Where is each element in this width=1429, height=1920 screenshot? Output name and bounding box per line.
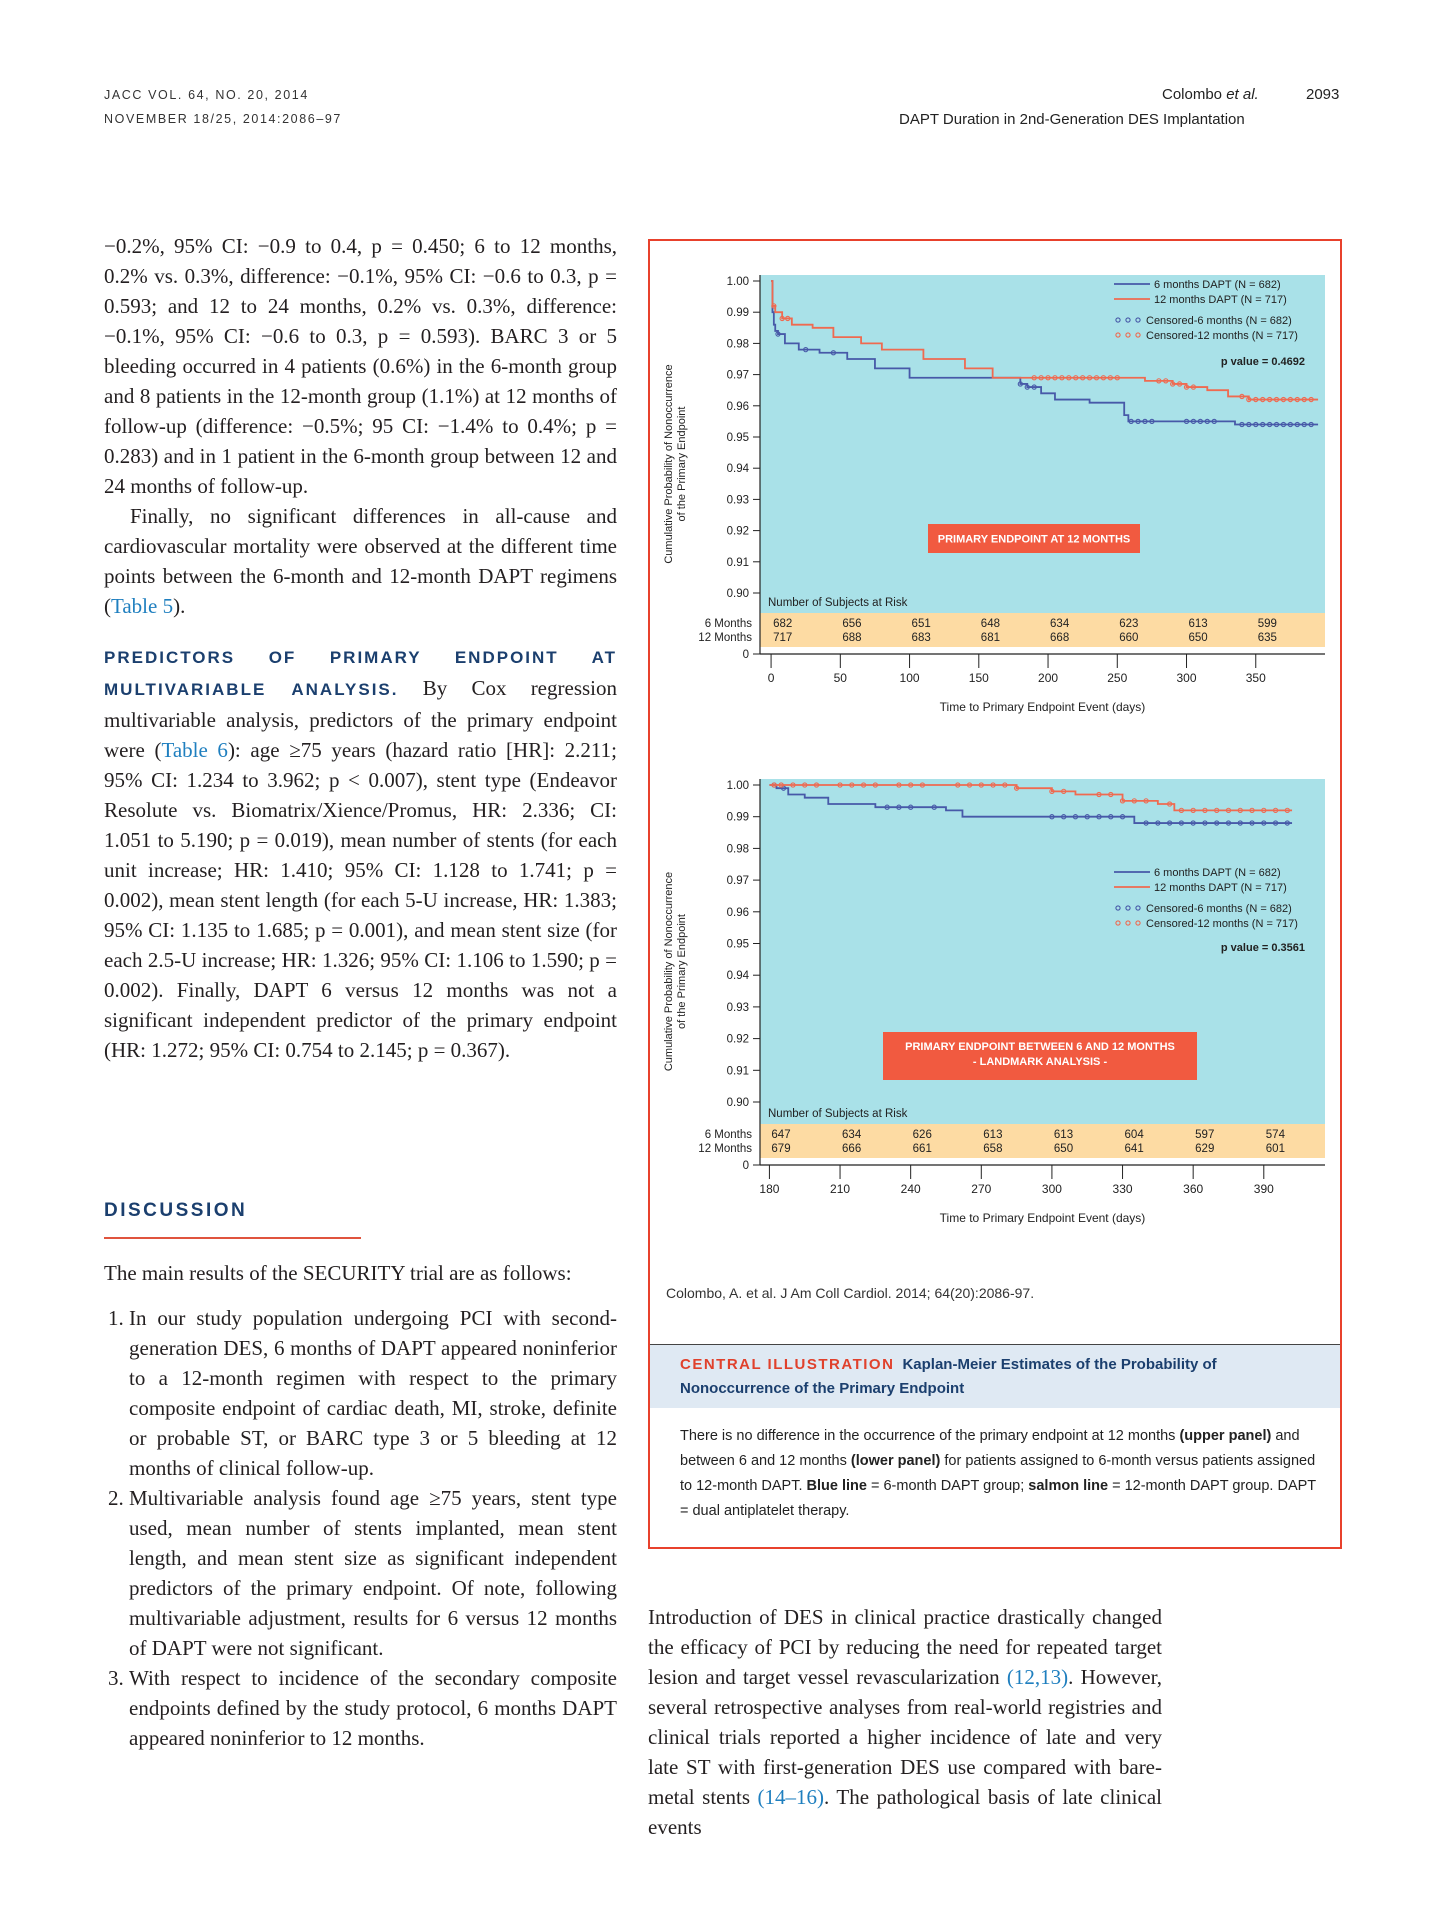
risk-count-12-months: 681 <box>980 632 1000 644</box>
reference-14-16-link[interactable]: (14–16) <box>757 1785 824 1809</box>
risk-count-6-months: 682 <box>773 618 793 630</box>
left-column <box>104 231 617 1065</box>
y-tick-label: 0.94 <box>726 463 749 476</box>
legend-label: 12 months DAPT (N = 717) <box>1154 882 1287 894</box>
y-zero-label: 0 <box>742 649 749 661</box>
risk-count-6-months: 634 <box>842 1129 862 1141</box>
x-tick-label: 240 <box>900 1182 921 1196</box>
y-tick-label: 0.91 <box>726 556 749 569</box>
list-item: 1. In our study population undergoing PCI with second-generation DES, 6 months of DAPT appeared noninferior to a 12-month regimen with respect to the primary composite endpoint of cardiac death, MI, stroke, definite or probable ST, or BARC type 3 or 5 bleeding at 12 months of clinical follow-up. <box>129 1303 617 1483</box>
risk-count-6-months: 656 <box>842 618 862 630</box>
discussion-intro: The main results of the SECURITY trial are as follows: <box>104 1261 572 1285</box>
legend-label: Censored-6 months (N = 682) <box>1146 903 1292 915</box>
discussion-heading: DISCUSSION <box>104 1200 248 1221</box>
central-illustration <box>648 239 1342 1549</box>
risk-table-title: Number of Subjects at Risk <box>768 1108 908 1120</box>
legend-label: Censored-12 months (N = 717) <box>1146 918 1298 930</box>
risk-count-12-months: 679 <box>771 1143 791 1155</box>
discussion-rule <box>104 1237 361 1239</box>
y-tick-label: 0.97 <box>726 369 749 382</box>
x-tick-label: 360 <box>1183 1182 1204 1196</box>
table-6-link[interactable]: Table 6 <box>161 738 228 762</box>
y-tick-label: 0.90 <box>726 588 749 600</box>
y-tick-label: 0.91 <box>726 1065 749 1078</box>
risk-count-12-months: 650 <box>1188 632 1208 644</box>
risk-count-12-months: 635 <box>1257 632 1277 644</box>
risk-count-6-months: 626 <box>912 1129 932 1141</box>
risk-row-label-6-months: 6 Months <box>704 1129 752 1141</box>
y-tick-label: 0.98 <box>726 843 749 856</box>
y-tick-label: 0.99 <box>726 307 749 320</box>
p-value: p value = 0.3561 <box>1220 942 1305 954</box>
risk-count-6-months: 604 <box>1124 1129 1144 1141</box>
caption-label: CENTRAL ILLUSTRATION <box>680 1356 895 1373</box>
y-tick-label: 0.93 <box>726 494 749 507</box>
y-axis-label-line2: of the Primary Endpoint <box>676 406 688 522</box>
y-tick-label: 0.92 <box>726 1033 749 1046</box>
reference-12-13-link[interactable]: (12,13) <box>1006 1665 1069 1689</box>
legend-label: 6 months DAPT (N = 682) <box>1154 279 1281 291</box>
main-results-list <box>104 1303 617 1753</box>
y-axis-label-line2: of the Primary Endpoint <box>676 914 688 1029</box>
paragraph-bleeding-results: −0.2%, 95% CI: −0.9 to 0.4, p = 0.450; 6 to 12 months, 0.2% vs. 0.3%, difference: −0.1%, 95% CI: −0.6 to 0.3, p = 0.593; and 12 to 24 months, 0.2% vs. 0.3%, difference: −0.1%, 95% CI: −0.6 to 0.3, p = 0.593). BARC 3 or 5 bleeding occurred in 4 patients (0.6%) in the 6-month group and 8 patients in the 12-month group (1.1%) at 12 months of follow-up (difference: −0.5%; 95 CI: −1.4% to 0.4%; p = 0.283) and in 1 patient in the 6-month group between 12 and 24 months of follow-up. <box>104 234 617 498</box>
x-tick-label: 390 <box>1253 1182 1274 1196</box>
figure-citation: Colombo, A. et al. J Am Coll Cardiol. 2014; 64(20):2086-97. <box>666 1285 1035 1301</box>
risk-count-6-months: 623 <box>1119 618 1139 630</box>
legend-label: Censored-6 months (N = 682) <box>1146 315 1292 327</box>
y-tick-label: 1.00 <box>726 276 749 288</box>
y-tick-label: 1.00 <box>726 780 749 792</box>
risk-count-12-months: 601 <box>1265 1143 1285 1155</box>
risk-row-label-12-months: 12 Months <box>698 632 752 644</box>
caption-body: There is no difference in the occurrence of the primary endpoint at 12 months (upper panel) and between 6 and 12 months (lower panel) for patients assigned to 6-month versus patients assigned to 12-month DAPT. Blue line = 6-month DAPT group; salmon line = 12-month DAPT group. DAPT = dual antiplatelet therapy. <box>680 1428 1316 1519</box>
paragraph-des-introduction: Introduction of DES in clinical practice drastically changed the efficacy of PCI by reducing the need for repeated target lesion and target vessel revascularization (12,13). However, several retrospective analyses from real-world registries and clinical trials reported a higher incidence of late and very late ST with first-generation DES use compared with bare-metal stents (14–16). The pathological basis of late clinical events <box>648 1605 1162 1839</box>
x-tick-label: 330 <box>1112 1182 1133 1196</box>
risk-count-6-months: 613 <box>1188 618 1208 630</box>
x-tick-label: 300 <box>1176 671 1197 685</box>
paragraph-predictors: PREDICTORS OF PRIMARY ENDPOINT AT MULTIVARIABLE ANALYSIS. By Cox regression multivariable analysis, predictors of the primary endpoint were (Table 6): age ≥75 years (hazard ratio [HR]: 2.211; 95% CI: 1.234 to 3.962; p < 0.007), stent type (Endeavor Resolute vs. Biomatrix/Xience/Promus, HR: 2.336; CI: 1.051 to 5.190; p = 0.019), mean number of stents (for each unit increase; HR: 1.410; 95% CI: 1.128 to 1.741; p = 0.002), mean stent length (for each 5-U increase, HR: 1.383; 95% CI: 1.135 to 1.685; p = 0.001), and mean stent size (for each 2.5-U increase; HR: 1.326; 95% CI: 1.106 to 1.590; p = 0.002). Finally, DAPT 6 versus 12 months was not a significant independent predictor of the primary endpoint (HR: 1.272; 95% CI: 0.754 to 2.145; p = 0.367). <box>104 648 618 1062</box>
x-tick-label: 200 <box>1038 671 1059 685</box>
km-chart-upper <box>650 241 1340 721</box>
journal-issue-date: NOVEMBER 18/25, 2014:2086–97 <box>104 112 342 126</box>
x-tick-label: 150 <box>968 671 989 685</box>
risk-count-6-months: 634 <box>1050 618 1070 630</box>
risk-count-12-months: 683 <box>911 632 931 644</box>
x-tick-label: 50 <box>833 671 847 685</box>
y-tick-label: 0.90 <box>726 1097 749 1109</box>
risk-count-12-months: 668 <box>1050 632 1070 644</box>
y-tick-label: 0.95 <box>726 432 749 444</box>
x-tick-label: 210 <box>830 1182 851 1196</box>
risk-count-12-months: 629 <box>1195 1143 1215 1155</box>
list-item: 2. Multivariable analysis found age ≥75 years, stent type used, mean number of stents implanted, mean stent length, and mean stent size as significant independent predictors of the primary endpoint. Of note, following multivariable adjustment, results for 6 versus 12 months of DAPT were not significant. <box>129 1483 617 1663</box>
panel-label-line1: PRIMARY ENDPOINT BETWEEN 6 AND 12 MONTHS <box>905 1041 1175 1053</box>
risk-count-12-months: 650 <box>1053 1143 1074 1155</box>
x-tick-label: 300 <box>1041 1182 1062 1196</box>
discussion-text <box>104 1258 617 1753</box>
y-axis-label-line1: Cumulative Probability of Nonoccurrence <box>663 871 675 1072</box>
km-chart-lower <box>650 751 1340 1261</box>
page-number: 2093 <box>1306 86 1340 103</box>
risk-count-6-months: 651 <box>911 618 931 630</box>
y-axis-label-line1: Cumulative Probability of Nonoccurrence <box>663 364 675 564</box>
risk-count-12-months: 688 <box>842 632 862 644</box>
x-axis-label: Time to Primary Endpoint Event (days) <box>939 1211 1146 1225</box>
risk-count-6-months: 647 <box>771 1129 791 1141</box>
table-5-link[interactable]: Table 5 <box>111 594 174 618</box>
y-tick-label: 0.98 <box>726 338 749 351</box>
risk-count-6-months: 574 <box>1265 1129 1285 1141</box>
y-tick-label: 0.93 <box>726 1001 749 1014</box>
x-tick-label: 270 <box>971 1182 992 1196</box>
y-zero-label: 0 <box>742 1160 749 1172</box>
risk-count-6-months: 599 <box>1257 618 1277 630</box>
p-value: p value = 0.4692 <box>1220 356 1305 368</box>
panel-label-line2: - LANDMARK ANALYSIS - <box>972 1056 1108 1068</box>
running-title: DAPT Duration in 2nd-Generation DES Implantation <box>899 111 1245 128</box>
predictors-heading: PREDICTORS OF PRIMARY ENDPOINT AT MULTIVARIABLE ANALYSIS. <box>104 648 617 699</box>
x-tick-label: 250 <box>1107 671 1128 685</box>
y-tick-label: 0.92 <box>726 525 749 538</box>
x-tick-label: 180 <box>759 1182 780 1196</box>
list-item: 3. With respect to incidence of the secondary composite endpoints defined by the study protocol, 6 months DAPT appeared noninferior to 12 months. <box>129 1663 617 1753</box>
legend-label: 12 months DAPT (N = 717) <box>1154 294 1287 306</box>
risk-count-12-months: 666 <box>842 1143 862 1155</box>
plot-background <box>760 779 1325 1158</box>
legend-label: Censored-12 months (N = 717) <box>1146 330 1298 342</box>
y-tick-label: 0.99 <box>726 811 749 824</box>
panel-label: PRIMARY ENDPOINT AT 12 MONTHS <box>937 533 1131 546</box>
risk-table-title: Number of Subjects at Risk <box>768 597 908 609</box>
risk-count-6-months: 597 <box>1195 1129 1215 1141</box>
risk-count-6-months: 613 <box>983 1129 1003 1141</box>
journal-volume: JACC VOL. 64, NO. 20, 2014 <box>104 88 309 102</box>
risk-count-6-months: 648 <box>980 618 1000 630</box>
x-axis-label: Time to Primary Endpoint Event (days) <box>939 700 1146 714</box>
risk-count-12-months: 641 <box>1124 1143 1144 1155</box>
risk-count-12-months: 661 <box>912 1143 932 1155</box>
risk-count-12-months: 717 <box>773 632 793 644</box>
risk-count-12-months: 658 <box>983 1143 1003 1155</box>
y-tick-label: 0.96 <box>726 906 749 919</box>
y-tick-label: 0.96 <box>726 400 749 413</box>
x-tick-label: 0 <box>767 671 775 685</box>
paragraph-mortality: Finally, no significant differences in all-cause and cardiovascular mortality were observed at the different time points between the 6-month and 12-month DAPT regimens (Table 5). <box>104 504 617 618</box>
y-tick-label: 0.94 <box>726 970 749 983</box>
risk-row-label-12-months: 12 Months <box>698 1143 752 1155</box>
risk-count-6-months: 613 <box>1053 1129 1074 1141</box>
right-column <box>648 1602 1162 1842</box>
y-tick-label: 0.97 <box>726 875 749 888</box>
risk-row-label-6-months: 6 Months <box>704 618 752 630</box>
x-tick-label: 100 <box>899 671 920 685</box>
caption-title: CENTRAL ILLUSTRATION Kaplan-Meier Estimates of the Probability of Nonoccurrence of the Primary Endpoint <box>680 1356 1217 1397</box>
x-tick-label: 350 <box>1245 671 1266 685</box>
running-authors: Colombo et al. <box>1162 86 1259 103</box>
risk-count-12-months: 660 <box>1119 632 1139 644</box>
legend-label: 6 months DAPT (N = 682) <box>1154 867 1281 879</box>
y-tick-label: 0.95 <box>726 938 749 951</box>
